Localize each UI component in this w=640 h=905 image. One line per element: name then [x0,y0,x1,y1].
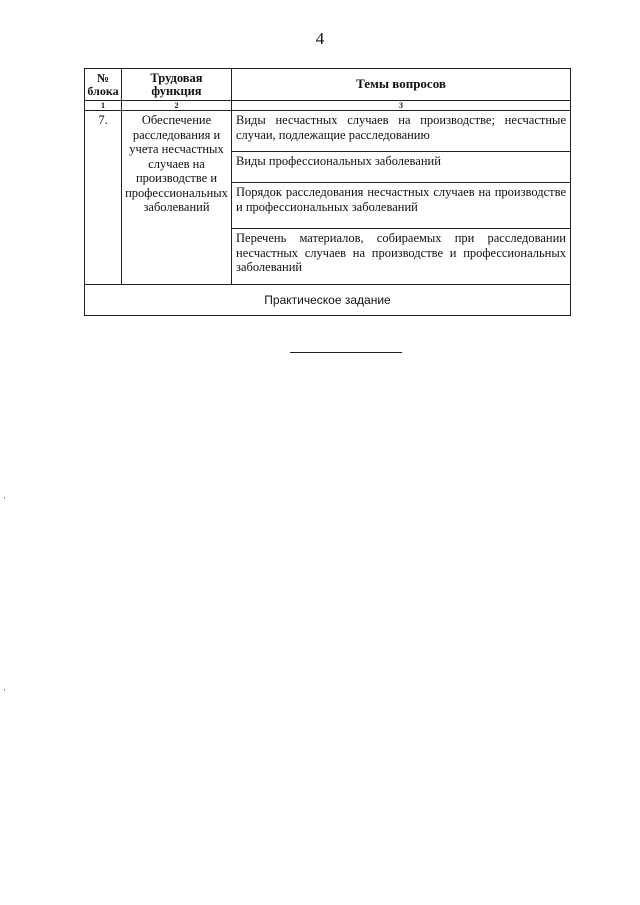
header-function-line1: Трудовая [150,70,203,85]
labor-function-line: профессиональных [125,185,228,200]
header-topics: Темы вопросов [232,69,571,101]
labor-function-line: расследования и [132,127,221,142]
labor-function-line: учета несчастных [129,142,224,156]
header-function [122,69,232,101]
topic-cell: Перечень материалов, собираемых при расследовании несчастных случаев на производстве и профессиональных заболеваний [232,229,571,285]
practical-task-cell: Практическое задание [85,285,571,316]
header-block-no-line1: № [96,70,110,85]
header-block-no-line2: блока [87,83,119,98]
end-divider-line [290,352,402,353]
header-block-no [85,69,122,101]
column-number: 3 [232,101,571,111]
block-number-cell: 7. [85,111,122,285]
labor-function-line: заболеваний [143,200,210,214]
topic-cell: Порядок расследования несчастных случаев на производстве и профессиональных заболеваний [232,183,571,229]
header-row [85,69,571,101]
column-number: 2 [122,101,232,111]
topic-cell: Виды профессиональных заболеваний [232,152,571,183]
topics-table [84,68,571,316]
table-row [85,111,571,152]
scan-mark [4,497,5,499]
topic-cell: Виды несчастных случаев на производстве; несчастные случаи, подлежащие расследованию [232,111,571,152]
column-number: 1 [85,101,122,111]
header-function-line2: функция [151,83,202,98]
column-number-row [85,101,571,111]
labor-function-line: производстве и [135,171,218,185]
labor-function-line: случаев на [148,156,205,171]
page-number: 4 [315,29,325,48]
labor-function-cell [122,111,232,285]
practical-task-row [85,285,571,316]
labor-function-line: Обеспечение [141,113,212,127]
scan-mark [4,689,5,691]
